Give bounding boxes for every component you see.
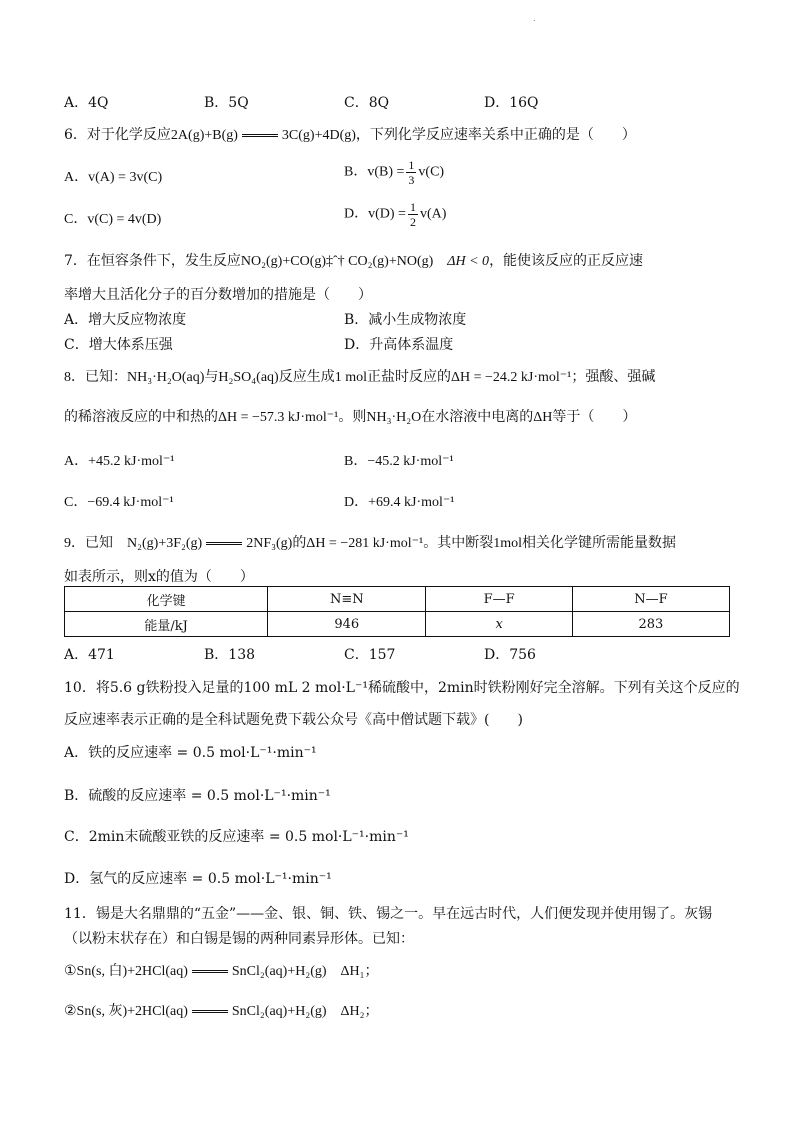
- q9-option-c: C．157: [344, 647, 396, 663]
- q5-option-c: C．8Q: [344, 95, 390, 111]
- reaction-2-left: ②Sn(s, 灰)+2HCl(aq): [64, 1004, 188, 1019]
- table-cell: N—F: [572, 587, 729, 612]
- q7-option-d: D．升高体系温度: [344, 337, 454, 353]
- q9-option-a: A．471: [64, 647, 115, 663]
- q10-option-a: A．铁的反应速率 = 0.5 mol·L⁻¹·min⁻¹: [64, 745, 317, 761]
- q6-option-b-pre: B．v(B) =: [344, 164, 405, 180]
- table-cell: 946: [268, 612, 426, 637]
- equals-arrow-icon: [192, 970, 228, 973]
- q7-equation: NO₂(g)+CO(g)‡ˆ† CO₂(g)+NO(g): [240, 254, 434, 269]
- table-cell: F—F: [426, 587, 572, 612]
- page-mark: .: [533, 14, 536, 23]
- q7-option-a: A．增大反应物浓度: [64, 312, 187, 328]
- q7-option-b: B．减小生成物浓度: [344, 312, 467, 328]
- q6-option-b-post: v(C): [418, 164, 445, 180]
- q11-reaction-1: [64, 960, 379, 980]
- q6-option-d-pre: D．v(D) =: [344, 206, 406, 222]
- q8-option-c: C．−69.4 kJ·mol⁻¹: [64, 495, 174, 510]
- fraction-numerator: 1: [409, 200, 416, 214]
- fraction-denominator: 3: [408, 173, 415, 187]
- q9-stem-line2: 如表所示，则x的值为（ ）: [64, 569, 254, 585]
- q8-stem-line2: 的稀溶液反应的中和热的ΔH = −57.3 kJ·mol⁻¹。则NH₃·H₂O在水溶液中电离的ΔH等于（ ）: [64, 410, 637, 425]
- q5-option-a: A．4Q: [64, 95, 109, 111]
- q8-option-d: D．+69.4 kJ·mol⁻¹: [344, 495, 455, 510]
- table-cell: x: [426, 612, 572, 637]
- q7-delta-h: ΔH < 0: [447, 254, 490, 269]
- table-cell: 283: [572, 612, 729, 637]
- q6-option-d: [344, 200, 446, 229]
- q7-stem-post: ，能使该反应的正反应速: [489, 253, 644, 269]
- q9-equation-right: 2NF₃(g): [246, 536, 293, 551]
- q7-stem-pre: 7．在恒容条件下，发生反应: [64, 253, 241, 269]
- q8-stem-line1: 8．已知：NH₃·H₂O(aq)与H₂SO₄(aq)反应生成1 mol正盐时反应的ΔH = −24.2 kJ·mol⁻¹；强酸、强碱: [64, 370, 656, 385]
- q9-option-d: D．756: [484, 647, 536, 663]
- reaction-1-left: ①Sn(s, 白)+2HCl(aq): [64, 964, 188, 979]
- q6-option-b: [344, 158, 444, 187]
- equals-arrow-icon: [242, 134, 278, 137]
- reaction-1-right: SnCl₂(aq)+H₂(g) ΔH₁；: [231, 964, 379, 979]
- equals-arrow-icon: [192, 1010, 228, 1013]
- q6-option-a: A．v(A) = 3v(C): [64, 170, 163, 185]
- q10-stem-line2: 反应速率表示正确的是全科试题免费下载公众号《高中僧试题下载》( ): [64, 712, 523, 728]
- fraction-denominator: 2: [409, 215, 416, 229]
- equals-arrow-icon: [206, 542, 242, 545]
- q5-option-b: B．5Q: [204, 95, 249, 111]
- fraction: [406, 158, 416, 187]
- q6-equation-right: 3C(g)+4D(g): [281, 128, 356, 143]
- q11-stem-line1: 11．锡是大名鼎鼎的“五金”——金、银、铜、铁、锡之一。早在远古时代，人们便发现并使用锡了。灰锡: [64, 906, 713, 922]
- q6-stem: [64, 124, 636, 144]
- table-cell: 能量/kJ: [65, 612, 268, 637]
- q6-stem-pre: 6．对于化学反应: [64, 127, 171, 143]
- fraction-numerator: 1: [408, 158, 415, 172]
- q8-option-b: B．−45.2 kJ·mol⁻¹: [344, 454, 454, 469]
- q5-option-d: D．16Q: [484, 95, 539, 111]
- q9-equation-left: N₂(g)+3F₂(g): [127, 536, 203, 551]
- q7-stem-line2: 率增大且活化分子的百分数增加的措施是（ ）: [64, 287, 372, 303]
- q10-option-c: C．2min末硫酸亚铁的反应速率 = 0.5 mol·L⁻¹·min⁻¹: [64, 829, 409, 845]
- table-cell: N≡N: [268, 587, 426, 612]
- q9-option-b: B．138: [204, 647, 256, 663]
- table-header-row: [65, 587, 730, 612]
- q6-stem-post: ，下列化学反应速率关系中正确的是（ ）: [355, 127, 636, 143]
- q7-option-c: C．增大体系压强: [64, 337, 173, 353]
- q7-stem-line1: [64, 250, 643, 270]
- bond-energy-table: [64, 586, 730, 637]
- q6-option-d-post: v(A): [419, 206, 447, 222]
- fraction: [408, 200, 418, 229]
- table-row: [65, 612, 730, 637]
- q10-stem-line1: 10．将5.6 g铁粉投入足量的100 mL 2 mol·L⁻¹稀硫酸中，2min时铁粉刚好完全溶解。下列有关这个反应的: [64, 680, 740, 696]
- q11-reaction-2: [64, 1000, 379, 1020]
- q9-stem-pre: 9．已知: [64, 536, 113, 551]
- q10-option-b: B．硫酸的反应速率 = 0.5 mol·L⁻¹·min⁻¹: [64, 788, 331, 804]
- q11-stem-line2: （以粉末状存在）和白锡是锡的两种同素异形体。已知：: [64, 931, 414, 947]
- q6-option-c: C．v(C) = 4v(D): [64, 212, 162, 227]
- q8-option-a: A．+45.2 kJ·mol⁻¹: [64, 454, 175, 469]
- q6-equation-left: 2A(g)+B(g): [170, 128, 238, 143]
- q10-option-d: D．氢气的反应速率 = 0.5 mol·L⁻¹·min⁻¹: [64, 871, 332, 887]
- table-cell: 化学键: [65, 587, 268, 612]
- q9-stem-post: 的ΔH = −281 kJ·mol⁻¹。其中断裂1mol相关化学键所需能量数据: [292, 536, 676, 551]
- q9-stem-line1: [64, 532, 676, 552]
- reaction-2-right: SnCl₂(aq)+H₂(g) ΔH₂；: [231, 1004, 379, 1019]
